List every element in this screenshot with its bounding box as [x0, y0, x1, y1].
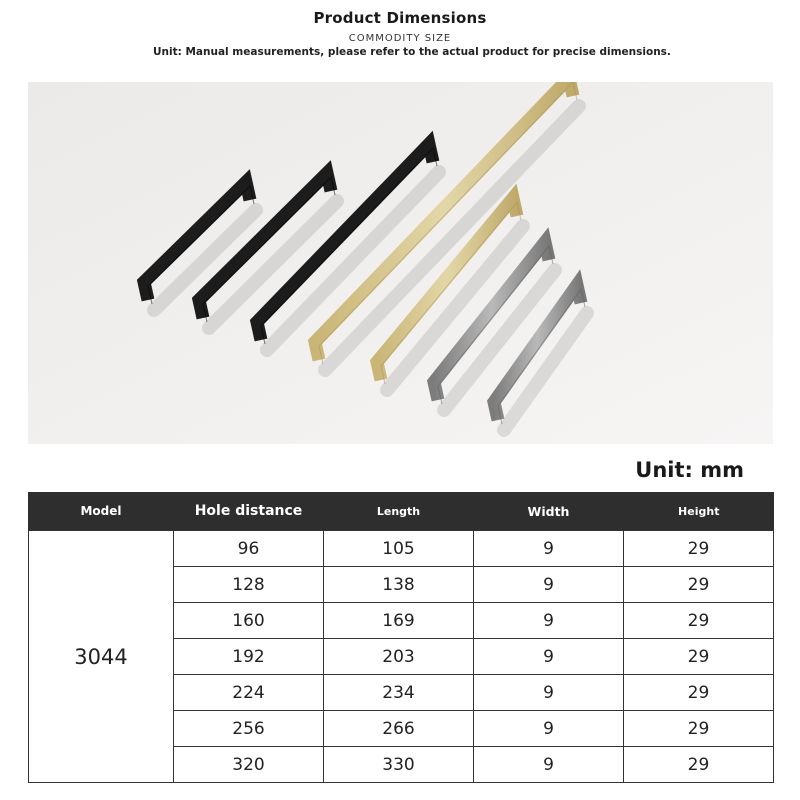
- length-cell: 203: [324, 639, 474, 675]
- header-width: Width: [474, 492, 624, 531]
- width-cell: 9: [474, 675, 624, 711]
- height-cell: 29: [624, 675, 774, 711]
- height-cell: 29: [624, 567, 774, 603]
- hole-distance-cell: 96: [174, 531, 324, 567]
- dimensions-table: [28, 492, 774, 783]
- hole-distance-cell: 256: [174, 711, 324, 747]
- height-cell: 29: [624, 531, 774, 567]
- measurement-note: Unit: Manual measurements, please refer to the actual product for precise dimensions.: [153, 46, 671, 58]
- hole-distance-cell: 192: [174, 639, 324, 675]
- height-cell: 29: [624, 747, 774, 783]
- product-photo: [28, 82, 773, 444]
- length-cell: 105: [324, 531, 474, 567]
- header-hole-distance: Hole distance: [174, 492, 324, 531]
- width-cell: 9: [474, 747, 624, 783]
- header-height: Height: [624, 492, 774, 531]
- hole-distance-cell: 224: [174, 675, 324, 711]
- height-cell: 29: [624, 639, 774, 675]
- length-cell: 266: [324, 711, 474, 747]
- hole-distance-cell: 128: [174, 567, 324, 603]
- table-row: [29, 531, 774, 567]
- length-cell: 330: [324, 747, 474, 783]
- header-length: Length: [324, 492, 474, 531]
- unit-label: Unit: mm: [635, 458, 744, 482]
- length-cell: 234: [324, 675, 474, 711]
- width-cell: 9: [474, 639, 624, 675]
- table-header-row: [29, 492, 774, 531]
- page-title: Product Dimensions: [313, 9, 487, 27]
- model-cell: 3044: [29, 531, 174, 783]
- width-cell: 9: [474, 603, 624, 639]
- header-model: Model: [29, 492, 174, 531]
- width-cell: 9: [474, 567, 624, 603]
- width-cell: 9: [474, 711, 624, 747]
- height-cell: 29: [624, 711, 774, 747]
- width-cell: 9: [474, 531, 624, 567]
- height-cell: 29: [624, 603, 774, 639]
- length-cell: 169: [324, 603, 474, 639]
- hole-distance-cell: 320: [174, 747, 324, 783]
- page-subtitle: COMMODITY SIZE: [348, 33, 452, 44]
- length-cell: 138: [324, 567, 474, 603]
- hole-distance-cell: 160: [174, 603, 324, 639]
